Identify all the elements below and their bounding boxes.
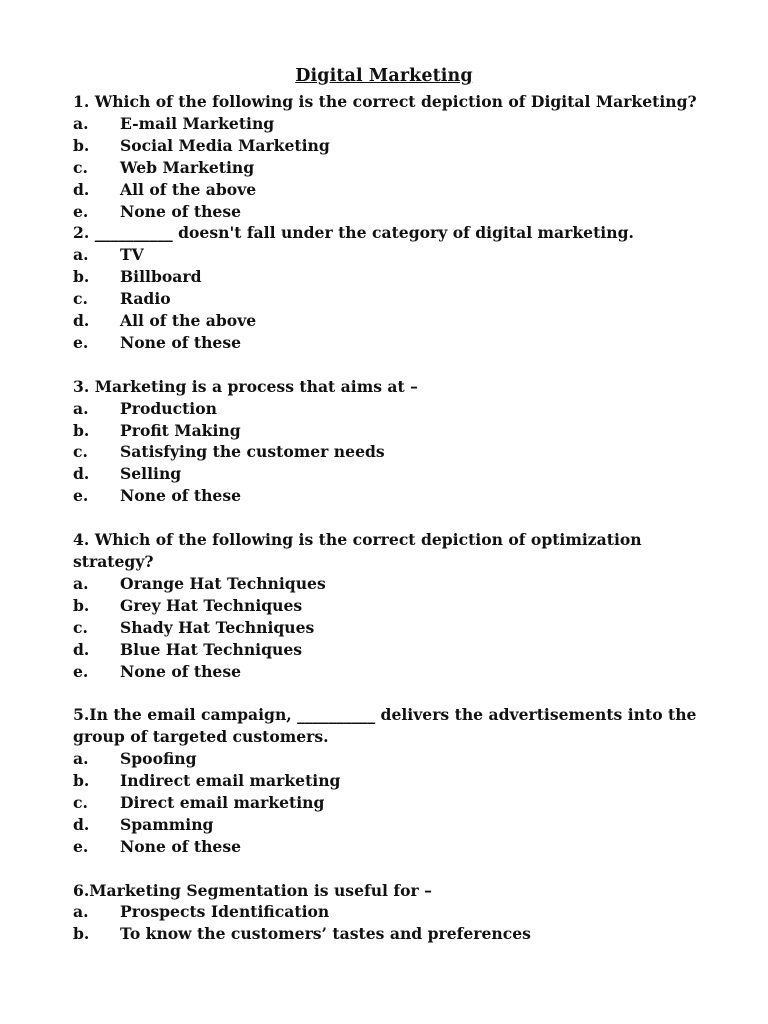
- option-letter: b.: [73, 771, 90, 791]
- spacer: [73, 507, 713, 529]
- option-text: Spamming: [120, 814, 214, 834]
- spacer: [73, 354, 713, 376]
- option-letter: a.: [73, 245, 89, 265]
- document-title: Digital Marketing: [295, 66, 473, 86]
- question-2-option-d: [73, 310, 713, 332]
- question-4-option-c: [73, 617, 713, 639]
- question-6-option-a: [73, 901, 713, 923]
- option-text: Radio: [120, 289, 171, 309]
- question-3-option-b: [73, 420, 713, 442]
- question-2-text: 2. __________ doesn't fall under the category of digital marketing.: [73, 223, 634, 243]
- question-1-option-c: [73, 157, 713, 179]
- question-1-option-d: [73, 179, 713, 201]
- option-letter: a.: [73, 573, 89, 593]
- option-letter: b.: [73, 267, 90, 287]
- question-3-option-e: [73, 485, 713, 507]
- question-4-option-e: [73, 661, 713, 683]
- option-letter: c.: [73, 792, 88, 812]
- option-text: None of these: [120, 661, 242, 681]
- option-text: Grey Hat Techniques: [120, 595, 303, 615]
- option-text: Web Marketing: [120, 157, 255, 177]
- option-text: Orange Hat Techniques: [120, 573, 326, 593]
- option-text: Production: [120, 398, 217, 418]
- question-5-option-b: [73, 770, 713, 792]
- option-letter: b.: [73, 595, 90, 615]
- option-letter: d.: [73, 814, 90, 834]
- option-text: TV: [120, 245, 144, 265]
- option-text: None of these: [120, 836, 242, 856]
- option-letter: c.: [73, 289, 88, 309]
- option-letter: b.: [73, 420, 90, 440]
- question-4-option-d: [73, 639, 713, 661]
- option-text: Profit Making: [120, 420, 241, 440]
- question-2-option-b: [73, 266, 713, 288]
- question-4-text: 4. Which of the following is the correct depiction of optimization strategy?: [73, 530, 642, 571]
- option-letter: a.: [73, 398, 89, 418]
- question-3-option-d: [73, 463, 713, 485]
- question-1-option-e: [73, 201, 713, 223]
- question-3-option-c: [73, 441, 713, 463]
- option-letter: d.: [73, 464, 90, 484]
- question-4-option-b: [73, 595, 713, 617]
- question-list: [73, 91, 713, 945]
- question-1-option-b: [73, 135, 713, 157]
- spacer: [73, 858, 713, 880]
- question-2-option-e: [73, 332, 713, 354]
- option-letter: e.: [73, 486, 89, 506]
- question-6-text: 6.Marketing Segmentation is useful for –: [73, 880, 432, 900]
- question-5-option-c: [73, 792, 713, 814]
- question-2-option-c: [73, 288, 713, 310]
- option-letter: a.: [73, 749, 89, 769]
- question-4-option-a: [73, 573, 713, 595]
- option-text: None of these: [120, 332, 242, 352]
- option-letter: d.: [73, 311, 90, 331]
- question-1-option-a: [73, 113, 713, 135]
- question-5-text: 5.In the email campaign, __________ delivers the advertisements into the group of targeted customers.: [73, 705, 697, 747]
- option-text: Billboard: [120, 267, 202, 287]
- option-letter: e.: [73, 661, 89, 681]
- option-letter: c.: [73, 617, 88, 637]
- option-text: Social Media Marketing: [120, 135, 330, 155]
- option-letter: b.: [73, 924, 90, 944]
- option-text: Blue Hat Techniques: [120, 639, 303, 659]
- option-text: Prospects Identification: [120, 902, 330, 922]
- option-text: Selling: [120, 464, 182, 484]
- question-5-option-d: [73, 814, 713, 836]
- spacer: [73, 682, 713, 704]
- question-3-option-a: [73, 398, 713, 420]
- question-5-option-a: [73, 748, 713, 770]
- option-text: All of the above: [120, 179, 257, 199]
- option-letter: e.: [73, 201, 89, 221]
- question-2-option-a: [73, 244, 713, 266]
- option-text: Shady Hat Techniques: [120, 617, 315, 637]
- option-text: Direct email marketing: [120, 792, 325, 812]
- option-letter: c.: [73, 157, 88, 177]
- option-text: Indirect email marketing: [120, 771, 341, 791]
- option-text: None of these: [120, 486, 242, 506]
- question-5-option-e: [73, 836, 713, 858]
- option-letter: c.: [73, 442, 88, 462]
- option-letter: d.: [73, 639, 90, 659]
- option-letter: a.: [73, 902, 89, 922]
- option-letter: a.: [73, 113, 89, 133]
- option-text: All of the above: [120, 311, 257, 331]
- question-3-text: 3. Marketing is a process that aims at –: [73, 376, 418, 396]
- question-6-option-b: [73, 923, 713, 945]
- option-text: Spoofing: [120, 749, 197, 769]
- option-letter: d.: [73, 179, 90, 199]
- question-1-text: 1. Which of the following is the correct depiction of Digital Marketing?: [73, 92, 697, 111]
- option-text: None of these: [120, 201, 242, 221]
- option-letter: b.: [73, 135, 90, 155]
- option-text: Satisfying the customer needs: [120, 442, 385, 462]
- option-text: To know the customers’ tastes and preferences: [120, 924, 531, 944]
- option-text: E-mail Marketing: [120, 113, 275, 133]
- option-letter: e.: [73, 332, 89, 352]
- option-letter: e.: [73, 836, 89, 856]
